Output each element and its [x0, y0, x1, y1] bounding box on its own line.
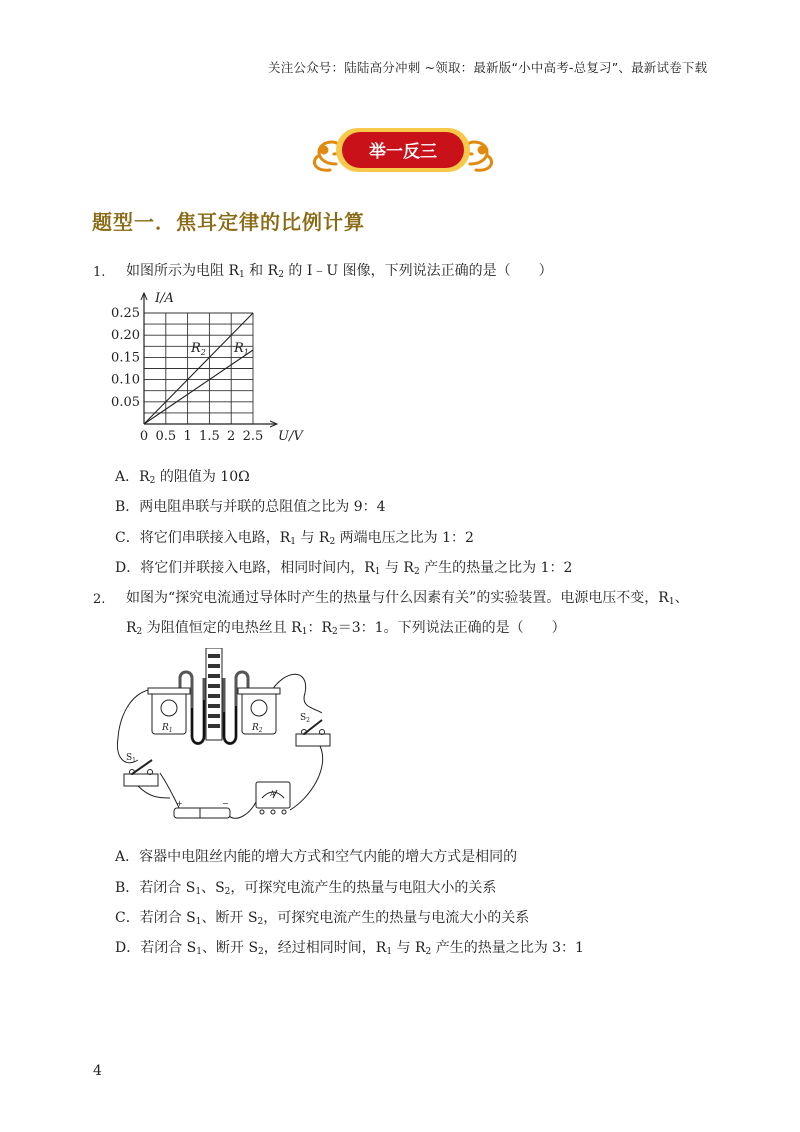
- q1-option-b[interactable]: B．两电阻串联与并联的总阻值之比为 9：4: [115, 499, 386, 515]
- banner-label: 举一反三: [369, 142, 437, 162]
- x-tick-label: 0.5: [155, 429, 177, 444]
- q1-option-a[interactable]: A．$R_2$ 的阻值为 10Ω: [115, 469, 250, 486]
- x-tick-label: 1: [183, 429, 192, 444]
- resistor-r1-label: $R_1$: [162, 723, 173, 734]
- page-number: 4: [93, 1063, 102, 1079]
- switch-s1: [124, 774, 158, 786]
- y-tick-label: 0.05: [111, 394, 140, 410]
- question-1-stem: 如图所示为电阻 $R_1$ 和 $R_2$ 的 I﹣U 图像，下列说法正确的是（ ）: [126, 263, 553, 280]
- y-tick-label: 0.10: [111, 372, 140, 388]
- question-number: 1.: [93, 265, 106, 280]
- q2-option-c[interactable]: C．若闭合 $S_1$、断开 $S_2$，可探究电流产生的热量与电流大小的关系: [115, 910, 530, 927]
- q1-option-d[interactable]: D．将它们并联接入电路，相同时间内，$R_1$ 与 $R_2$ 产生的热量之比为 1：2: [115, 560, 573, 577]
- series-label-r2: $R_2$: [191, 341, 206, 357]
- resistor-r2-label: $R_2$: [252, 723, 263, 734]
- question-number: 2.: [93, 592, 106, 607]
- section-title: 题型一．焦耳定律的比例计算: [92, 210, 365, 234]
- iu-chart: [100, 284, 320, 450]
- q2-option-b[interactable]: B．若闭合 $S_1$、$S_2$，可探究电流产生的热量与电阻大小的关系: [115, 880, 497, 897]
- y-tick-label: 0.25: [111, 306, 140, 321]
- question-2-stem-line-1: 如图为“探究电流通过导体时产生的热量与什么因素有关”的实验装置。电源电压不变，$R_1$、: [126, 590, 689, 607]
- x-tick-label: 2.5: [242, 429, 264, 444]
- x-tick-label: 1.5: [199, 429, 220, 444]
- x-tick-label: 0: [139, 429, 149, 444]
- x-axis-label: U/V: [278, 429, 303, 444]
- q1-option-c[interactable]: C．将它们串联接入电路，$R_1$ 与 $R_2$ 两端电压之比为 1：2: [115, 530, 474, 547]
- switch-s1-label: $S_1$: [126, 753, 136, 764]
- ammeter-label: A: [270, 790, 276, 798]
- battery: [174, 808, 230, 818]
- switch-s2-label: $S_2$: [300, 713, 310, 724]
- q2-option-a[interactable]: A．容器中电阻丝内能的增大方式和空气内能的增大方式是相同的: [115, 849, 518, 865]
- q2-option-d[interactable]: D．若闭合 $S_1$、断开 $S_2$，经过相同时间，$R_1$ 与 $R_2$ 产生的热量之比为 3：1: [115, 940, 584, 957]
- experiment-apparatus-figure: [110, 648, 350, 828]
- banner-badge: [306, 122, 500, 178]
- svg-text:+: +: [176, 799, 183, 808]
- wire: [228, 798, 258, 818]
- y-tick-label: 0.20: [111, 328, 140, 344]
- wire: [290, 746, 323, 810]
- wire: [138, 786, 170, 798]
- series-label-r1: $R_1$: [234, 341, 249, 357]
- x-tick-label: 2: [227, 429, 236, 444]
- switch-s2: [296, 734, 330, 746]
- y-tick-label: 0.15: [111, 350, 140, 366]
- svg-text:−: −: [222, 799, 229, 808]
- question-2-stem-line-2: $R_2$ 为阻值恒定的电热丝且 $R_1$：$R_2=3$：1。下列说法正确的是（ ）: [126, 620, 566, 637]
- y-axis-label: I/A: [155, 291, 174, 306]
- page-header-note: 关注公众号：陆陆高分冲刺 ~领取：最新版“小中高考-总复习”、最新试卷下载: [268, 60, 708, 75]
